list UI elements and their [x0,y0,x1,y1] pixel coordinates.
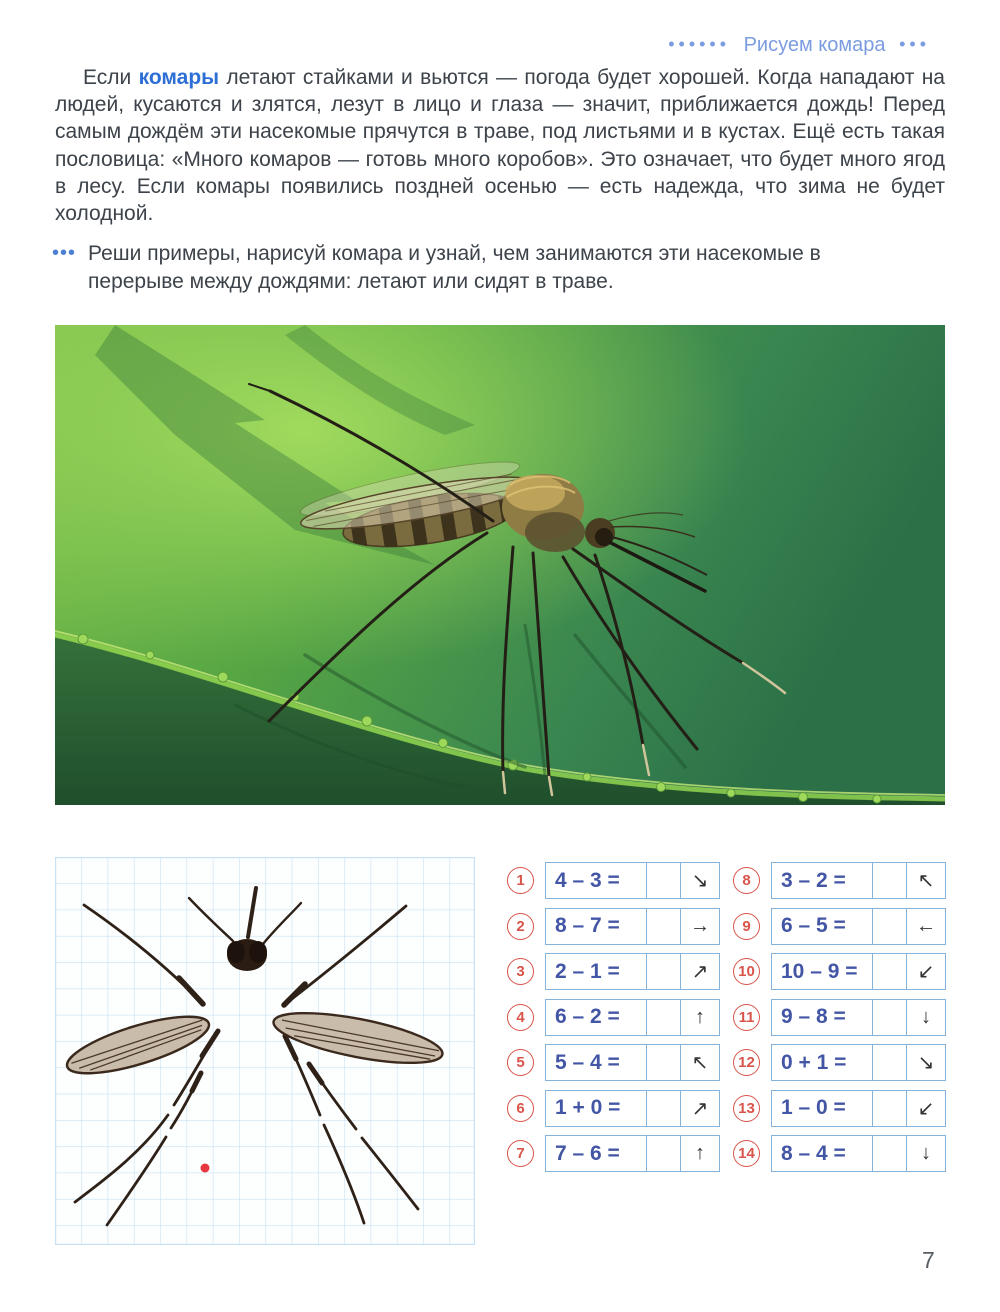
bullet-dots-icon: ••• [52,242,77,264]
keyword-komary: комары [138,66,220,89]
task-instruction [52,240,912,295]
mosquito-photo [55,325,945,805]
exercise-number-badge: 2 [507,913,534,940]
exercise-row [733,908,946,945]
answer-cell[interactable] [647,863,681,898]
intro-paragraph [55,64,945,227]
answer-cell[interactable] [647,1091,681,1126]
exercise-number-badge: 5 [507,1049,534,1076]
equation-label: 8 – 7 = [546,909,647,944]
direction-arrow-icon: ↑ [695,1005,705,1028]
answer-cell[interactable] [873,863,907,898]
direction-arrow-icon: ↙ [917,961,935,983]
equation-label: 8 – 4 = [772,1136,873,1171]
intro-lead: Если [83,66,132,89]
answer-cell[interactable] [647,1000,681,1035]
equation-label: 3 – 2 = [772,863,873,898]
equation-label: 9 – 8 = [772,1000,873,1035]
equation-label: 10 – 9 = [772,954,873,989]
direction-arrow-icon: ↓ [921,1142,931,1164]
direction-arrow-icon: ↖ [691,1052,709,1074]
answer-cell[interactable] [647,909,681,944]
answer-cell[interactable] [873,1045,907,1080]
direction-arrow-icon: ↘ [691,870,709,892]
exercise-row [733,1090,946,1127]
exercise-number-badge: 14 [733,1140,760,1167]
exercise-row [733,1044,946,1081]
exercise-number-badge: 1 [507,867,534,894]
answer-cell[interactable] [873,1000,907,1035]
answer-cell[interactable] [873,954,907,989]
answer-cell[interactable] [873,909,907,944]
direction-arrow-icon: ↑ [695,1142,705,1164]
equation-label: 6 – 5 = [772,909,873,944]
direction-arrow-icon: ↗ [691,961,709,983]
exercise-number-badge: 6 [507,1095,534,1122]
exercise-row [507,1090,720,1127]
exercise-number-badge: 4 [507,1004,534,1031]
answer-cell[interactable] [873,1136,907,1171]
exercise-row [733,953,946,990]
answer-cell[interactable] [647,954,681,989]
page-title: Рисуем комара [743,34,886,56]
header-dots-right-icon: ••• [899,34,930,54]
equation-label: 2 – 1 = [546,954,647,989]
drawing-grid-svg [55,857,475,1245]
equation-label: 1 + 0 = [546,1091,647,1126]
direction-arrow-icon: → [690,914,710,937]
exercise-number-badge: 12 [733,1049,760,1076]
equation-label: 0 + 1 = [772,1045,873,1080]
exercise-number-badge: 11 [733,1004,760,1031]
equation-label: 5 – 4 = [546,1045,647,1080]
mosquito-photo-svg [55,325,945,805]
exercise-number-badge: 7 [507,1140,534,1167]
drawing-grid[interactable] [55,857,475,1245]
exercise-number-badge: 8 [733,867,760,894]
direction-arrow-icon: ↗ [691,1097,709,1120]
direction-arrow-icon: ← [916,914,936,937]
page-header [668,34,930,57]
exercise-column-right [733,862,946,1181]
exercise-number-badge: 10 [733,958,760,985]
equation-label: 7 – 6 = [546,1136,647,1171]
answer-cell[interactable] [647,1045,681,1080]
exercise-column-left [507,862,720,1181]
exercise-row [507,999,720,1036]
equation-label: 4 – 3 = [546,863,647,898]
direction-arrow-icon: ↘ [917,1052,935,1074]
exercise-number-badge: 3 [507,958,534,985]
red-dot [201,1164,210,1173]
exercise-row [733,999,946,1036]
task-text: Реши примеры, нарисуй комара и узнай, чем занимаются эти насекомые в перерыве между дождями: летают или сидят в траве. [88,242,821,293]
exercise-row [507,1135,720,1172]
exercise-row [733,862,946,899]
exercise-row [507,908,720,945]
exercise-number-badge: 13 [733,1095,760,1122]
exercise-row [507,1044,720,1081]
direction-arrow-icon: ↙ [917,1097,935,1120]
equation-label: 6 – 2 = [546,1000,647,1035]
exercise-row [733,1135,946,1172]
intro-body: летают стайками и вьются — погода будет хорошей. Когда нападают на людей, кусаются и злятся, лезут в лицо и глаза — значит, приближается дождь! Перед самым дождём эти насекомые прячутся в траве, под листьями и в кустах. Ещё есть такая пословица: «Много комаров — готовь много коробов». Это означает, что будет много ягод в лесу. Если комары появились поздней осенью — есть надежда, что зима не будет холодной. [55,66,945,226]
header-dots-left-icon: •••••• [668,34,731,54]
answer-cell[interactable] [873,1091,907,1126]
exercise-number-badge: 9 [733,913,760,940]
exercise-row [507,862,720,899]
direction-arrow-icon: ↓ [921,1005,931,1028]
equation-label: 1 – 0 = [772,1091,873,1126]
answer-cell[interactable] [647,1136,681,1171]
direction-arrow-icon: ↖ [917,870,935,892]
page-number: 7 [922,1247,935,1273]
exercise-row [507,953,720,990]
